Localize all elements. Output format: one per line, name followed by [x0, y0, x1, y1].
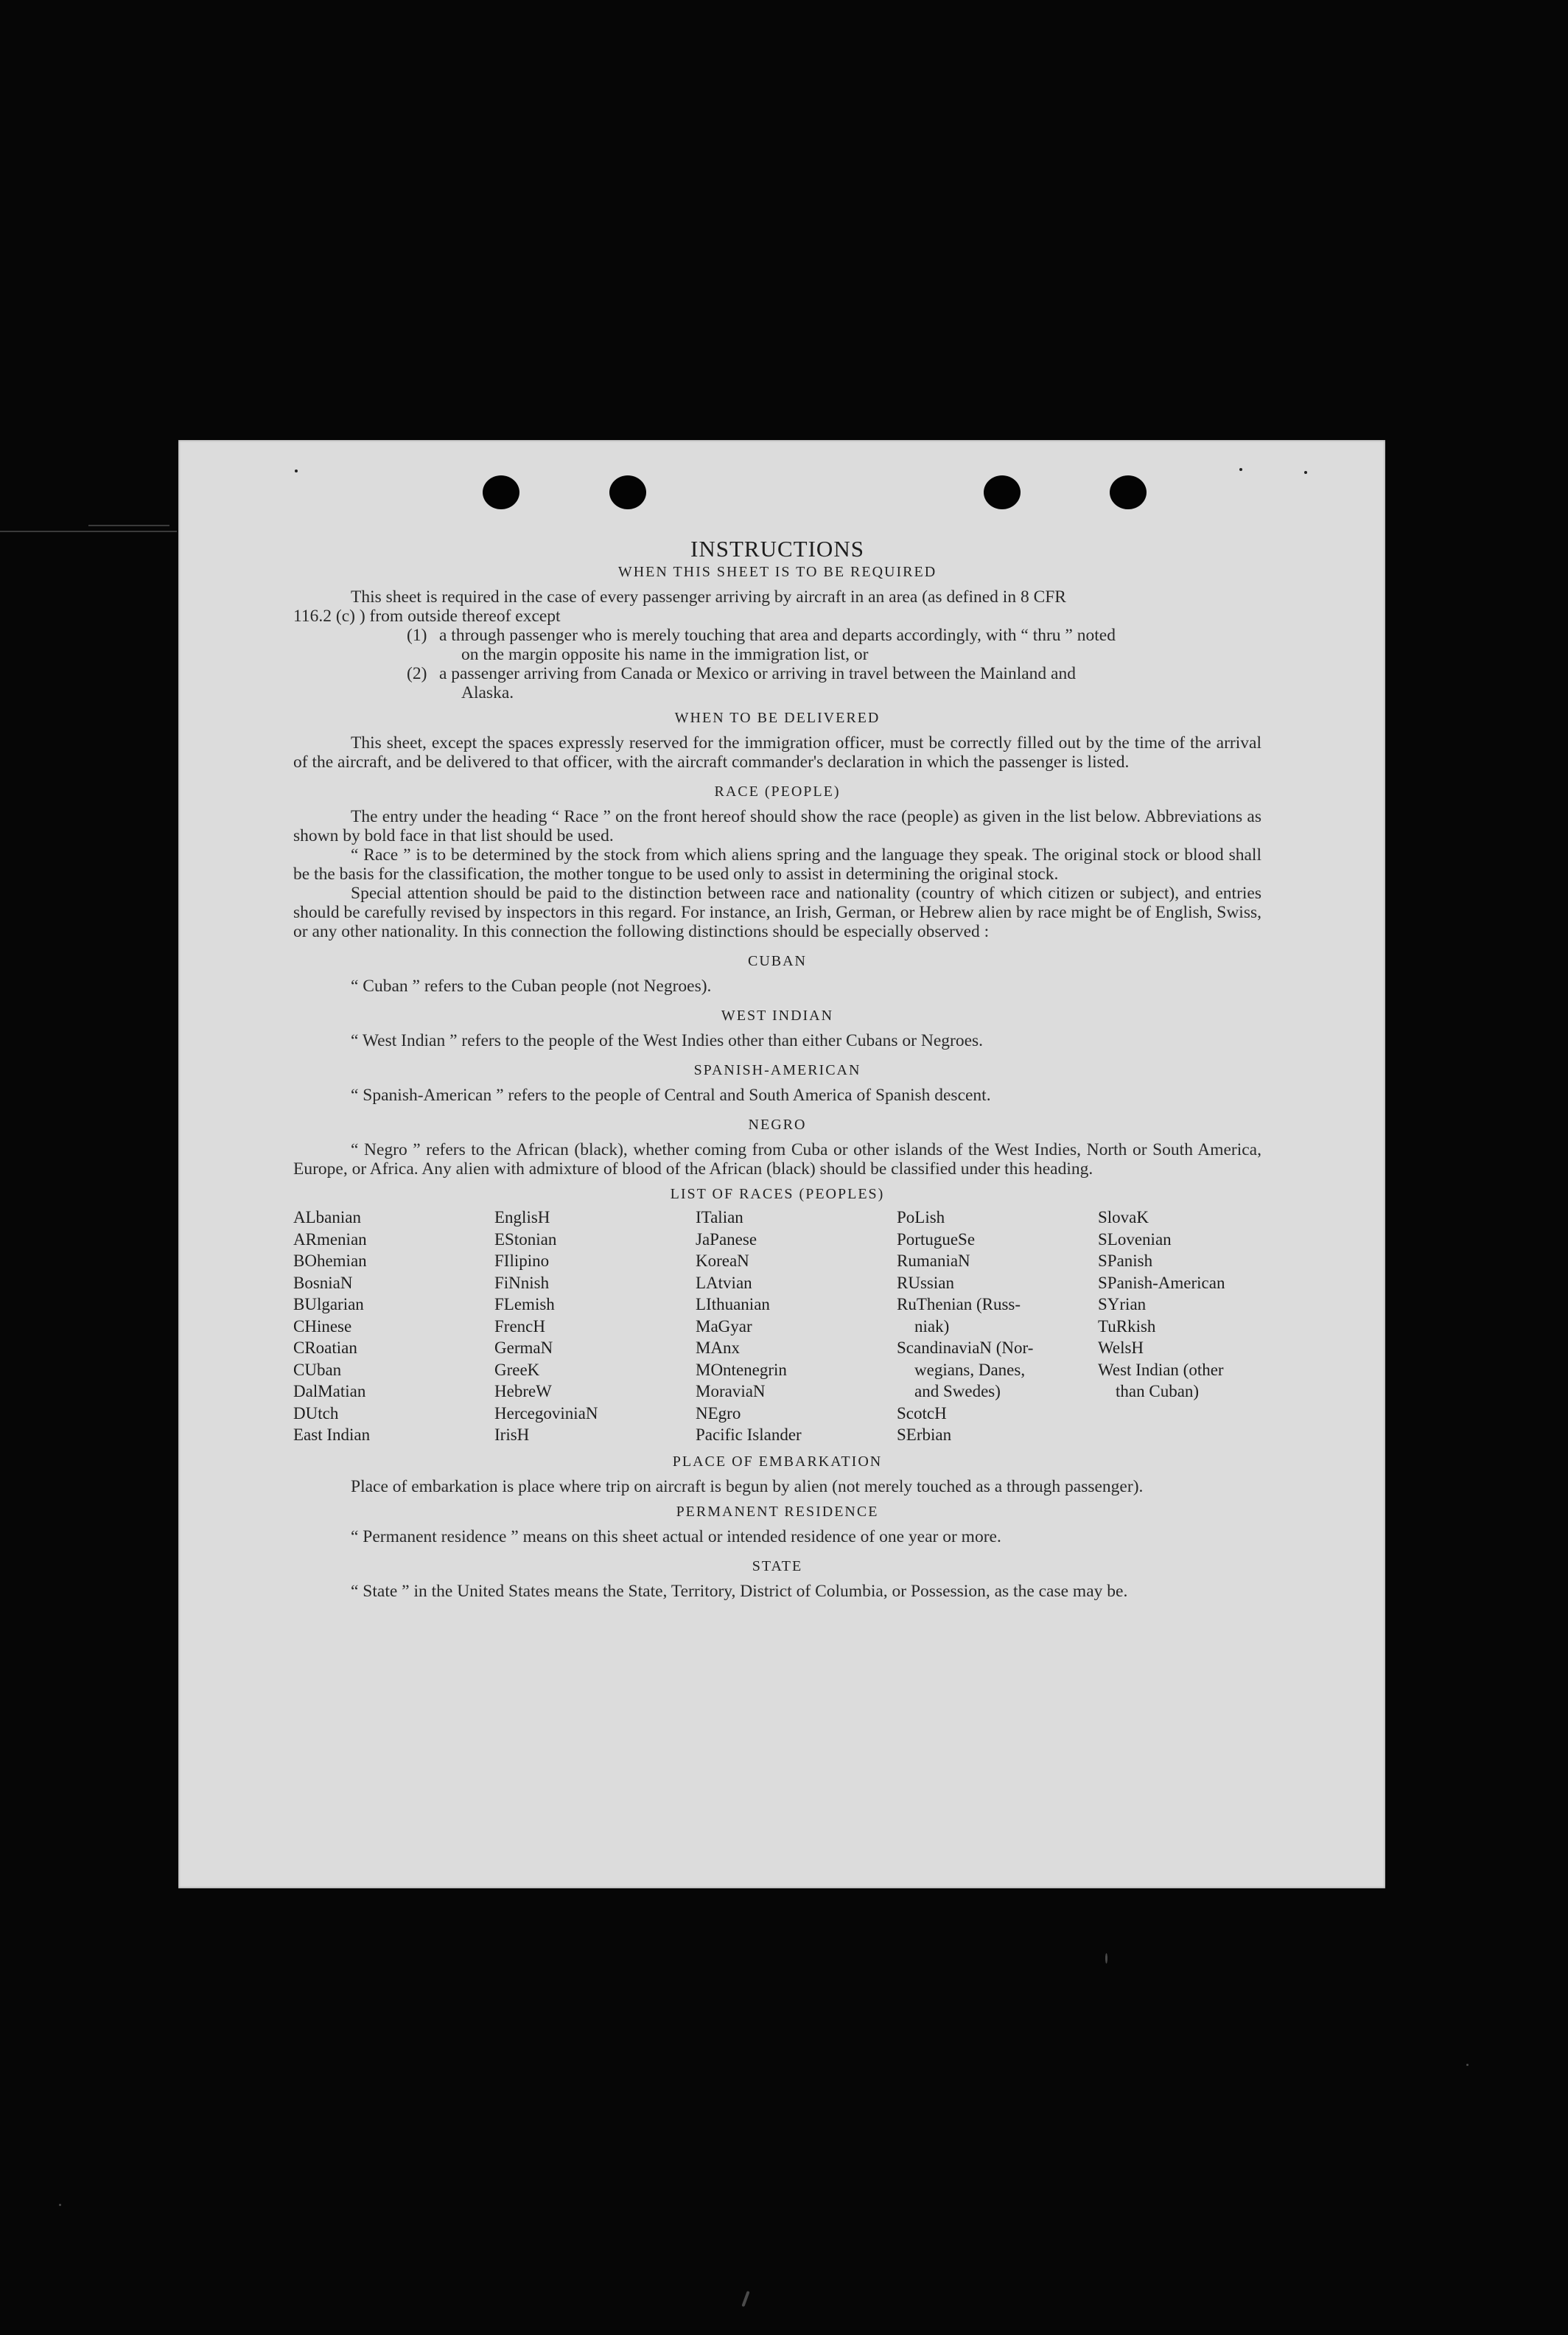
race-entry: MaGyar — [696, 1316, 752, 1336]
item-text — [435, 626, 1261, 664]
race-entry: EnglisH — [494, 1208, 550, 1226]
scan-speck — [295, 470, 298, 472]
race-column — [1098, 1207, 1261, 1446]
race-entry: ARmenian — [293, 1229, 367, 1249]
race-entry: ITalian — [696, 1208, 743, 1226]
item-number: (1) — [407, 626, 427, 645]
race-paragraph-2: “ Race ” is to be determined by the stock from which aliens spring and the language they speak. The original stock or blood shall be the basis for the classification, the mother tongue to be used only to assist in determining the original stock. — [293, 845, 1261, 884]
section-heading-embarkation: PLACE OF EMBARKATION — [672, 1453, 883, 1470]
race-entry: BosniaN — [293, 1273, 353, 1292]
item-text-line: on the margin opposite his name in the immigration list, or — [461, 645, 869, 664]
scan-speck — [1239, 468, 1242, 471]
race-entry: SPanish-American — [1098, 1273, 1225, 1292]
punch-hole — [483, 475, 519, 509]
instructions-content — [293, 536, 1261, 1601]
scan-speck — [1466, 2064, 1469, 2066]
scan-speck — [1304, 471, 1307, 474]
punch-hole — [984, 475, 1021, 509]
race-entry: SLovenian — [1098, 1229, 1172, 1249]
scan-speck — [59, 2204, 61, 2206]
race-entry: LAtvian — [696, 1273, 752, 1292]
race-entry: WelsH — [1098, 1338, 1144, 1357]
race-column — [494, 1207, 696, 1446]
race-entry: Pacific Islander — [696, 1425, 802, 1444]
race-entry-continuation: wegians, Danes, — [914, 1360, 1026, 1379]
race-entry: MoraviaN — [696, 1382, 766, 1400]
race-entry: HebreW — [494, 1382, 552, 1400]
punch-hole — [609, 475, 646, 509]
document-sheet — [178, 440, 1385, 1888]
race-entry: DalMatian — [293, 1382, 366, 1400]
race-entry: RuThenian (Russ- — [897, 1295, 1021, 1313]
race-entry-continuation: than Cuban) — [1116, 1382, 1200, 1400]
section-heading-cuban: CUBAN — [747, 953, 807, 969]
race-entry: West Indian (other — [1098, 1360, 1224, 1379]
residence-text: “ Permanent residence ” means on this sheet actual or intended residence of one year or more. — [351, 1526, 1001, 1546]
race-entry: EStonian — [494, 1229, 557, 1249]
scan-speck — [1105, 1953, 1107, 1964]
race-entry: NEgro — [696, 1403, 741, 1423]
race-entry: MAnx — [696, 1338, 741, 1357]
scan-artifact-line — [88, 525, 169, 526]
race-entry: MOntenegrin — [696, 1360, 787, 1379]
race-list-grid — [293, 1207, 1261, 1446]
negro-text: “ Negro ” refers to the African (black), whether coming from Cuba or other islands of the West Indies, North or South America, Europe, or Africa. Any alien with admixture of blood of the African (black) should be classified under this heading. — [293, 1140, 1261, 1179]
race-entry: RUssian — [897, 1273, 954, 1292]
section-heading-negro: NEGRO — [748, 1117, 807, 1133]
west-indian-text: “ West Indian ” refers to the people of the West Indies other than either Cubans or Negroes. — [351, 1031, 984, 1050]
item-number: (2) — [407, 664, 427, 683]
required-intro-line2: 116.2 (c) ) from outside thereof except — [293, 607, 561, 626]
race-entry: SErbian — [897, 1425, 952, 1444]
race-entry: BOhemian — [293, 1252, 367, 1270]
section-heading-list-of-races: LIST OF RACES (PEOPLES) — [670, 1186, 885, 1202]
item-text-line: Alaska. — [461, 683, 514, 702]
race-paragraph-3: Special attention should be paid to the distinction between race and nationality (country of which citizen or subject), and entries should be carefully revised by inspectors in this regard. For instance, an Irish, German, or Hebrew alien by race might be of English, Swiss, or any other nationality. In this connection the following distinctions should be especially observed : — [293, 884, 1261, 941]
spanish-american-text: “ Spanish-American ” refers to the people of Central and South America of Spanish descent. — [351, 1086, 991, 1105]
race-entry: GermaN — [494, 1338, 553, 1357]
item-text-line: a passenger arriving from Canada or Mexico or arriving in travel between the Mainland and — [439, 664, 1076, 683]
scan-speck — [741, 2291, 749, 2307]
race-entry: PoLish — [897, 1208, 945, 1226]
page-title: INSTRUCTIONS — [690, 536, 864, 562]
race-entry: ScandinaviaN (Nor- — [897, 1338, 1034, 1357]
section-heading-race: RACE (PEOPLE) — [714, 783, 841, 800]
race-entry: SYrian — [1098, 1295, 1147, 1313]
race-column — [696, 1207, 897, 1446]
race-entry: FiNnish — [494, 1273, 550, 1292]
required-exception-item — [407, 664, 1261, 702]
delivered-text: This sheet, except the spaces expressly reserved for the immigration officer, must be correctly filled out by the time of the arrival of the aircraft, and be delivered to that officer, with the aircraft commander's declaration in which the passenger is listed. — [293, 733, 1261, 772]
race-entry: IrisH — [494, 1425, 530, 1444]
state-text: “ State ” in the United States means the State, Territory, District of Columbia, or Possession, as the case may be. — [351, 1581, 1128, 1601]
race-entry: FrencH — [494, 1316, 545, 1336]
race-paragraph-1: The entry under the heading “ Race ” on the front hereof should show the race (people) as given in the list below. Abbreviations as shown by bold face in that list should be used. — [293, 807, 1261, 845]
punch-hole — [1110, 475, 1147, 509]
race-entry: ALbanian — [293, 1208, 361, 1226]
race-entry: RumaniaN — [897, 1252, 970, 1270]
embarkation-text: Place of embarkation is place where trip on aircraft is begun by alien (not merely touched as a through passenger). — [351, 1476, 1144, 1496]
section-heading-spanish-american: SPANISH-AMERICAN — [693, 1062, 861, 1078]
required-intro-line1: This sheet is required in the case of every passenger arriving by aircraft in an area (as defined in 8 CFR — [351, 587, 1066, 607]
race-entry-continuation: and Swedes) — [914, 1382, 1001, 1400]
race-column — [897, 1207, 1098, 1446]
race-entry: JaPanese — [696, 1229, 757, 1249]
item-text — [435, 664, 1261, 702]
race-entry: ScotcH — [897, 1403, 947, 1423]
race-entry: DUtch — [293, 1403, 339, 1423]
race-entry: SlovaK — [1098, 1208, 1149, 1226]
scan-artifact-line — [0, 531, 177, 532]
section-heading-required: WHEN THIS SHEET IS TO BE REQUIRED — [617, 564, 937, 580]
race-entry: KoreaN — [696, 1252, 749, 1270]
race-column — [293, 1207, 494, 1446]
race-entry: HercegoviniaN — [494, 1403, 598, 1423]
race-entry: FLemish — [494, 1295, 555, 1313]
required-exception-item — [407, 626, 1261, 664]
item-text-line: a through passenger who is merely touching that area and departs accordingly, with “ thru ” noted — [439, 626, 1116, 645]
race-entry: BUlgarian — [293, 1295, 364, 1313]
race-entry-continuation: niak) — [914, 1316, 950, 1336]
section-heading-residence: PERMANENT RESIDENCE — [676, 1503, 879, 1520]
race-entry: GreeK — [494, 1360, 540, 1379]
race-entry: East Indian — [293, 1425, 371, 1444]
race-entry: SPanish — [1098, 1252, 1153, 1270]
race-entry: CRoatian — [293, 1338, 357, 1357]
race-entry: CHinese — [293, 1316, 352, 1336]
section-heading-state: STATE — [752, 1557, 803, 1574]
race-entry: CUban — [293, 1360, 342, 1379]
race-entry: TuRkish — [1098, 1316, 1156, 1336]
race-entry: PortugueSe — [897, 1229, 976, 1249]
race-entry: LIthuanian — [696, 1295, 770, 1313]
race-entry: FIlipino — [494, 1252, 550, 1270]
cuban-text: “ Cuban ” refers to the Cuban people (not Negroes). — [351, 977, 712, 996]
section-heading-west-indian: WEST INDIAN — [721, 1008, 834, 1024]
section-heading-delivered: WHEN TO BE DELIVERED — [674, 710, 881, 726]
